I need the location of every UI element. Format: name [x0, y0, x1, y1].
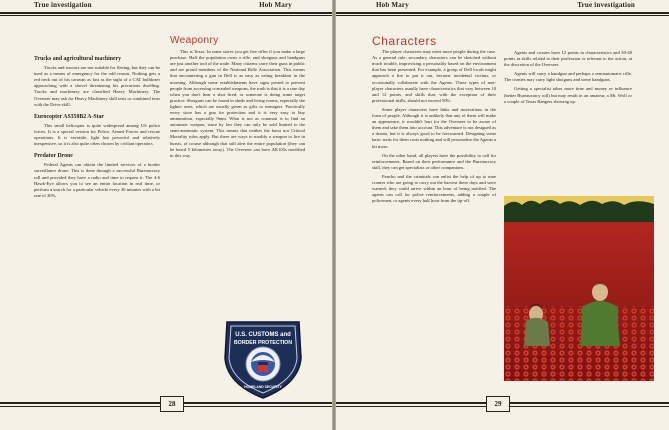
reinforcements-paragraph-3: Getting a specialist takes more time and money or influence (better Bureaucracy roll) but may result in an amateur, a Mr. Wolf or a couple of Texas Rangers showing up. — [504, 86, 632, 104]
paragraph-trucks: Trucks and tractors are not suitable for fleeing, but they can be used as a means of emergency for the odd reason. Nothing gets a red neck out of his caravan as fast as the sight of a CAT bulldozer approaching with a shovel threatening his precarious dwelling. Trucks and machinery are classified Heavy Machinery. The Overseer may ask for Heavy Machinery skill tests or combined tests with the Drive skill. — [34, 65, 160, 107]
weaponry-column — [170, 35, 305, 162]
left-page-footer — [0, 396, 332, 412]
left-page — [0, 0, 332, 430]
left-page-number: 28 — [160, 396, 184, 412]
right-page-header — [336, 0, 669, 18]
right-header-chapter: Hob Mary — [376, 1, 409, 9]
reinforcements-paragraph-2: Agents will carry a handgun and perhaps a semiautomatic rifle. The cronies may carry light shotguns and some handguns. — [504, 71, 632, 83]
right-page-footer — [336, 396, 669, 412]
customs-border-protection-badge — [221, 318, 305, 400]
characters-column — [372, 34, 496, 207]
badge-line-3: HOMELAND SECURITY — [244, 385, 282, 389]
characters-paragraph-1: The player characters may meet more people during the case. As a general rule, secondary characters can be sketched without much trouble, improvising a personality based on the environment that has been presented. For example, a group of Dell locals might approach a fire to put it out, become incidental victims, or occasionally collaborate with the Agents. These types of non-player characters usually have characteristics that vary between 10 and 12 points, and skills that, with the exception of their professional skills, should not exceed 50%. — [372, 49, 496, 103]
paragraph-weaponry: This is Texas. In some stores you get free rifles if you make a large purchase. Half the population owns a rifle, and shotguns and handguns are just another tool of the trade. Many citizens carry their guns in public and are proud members of the National Rifle Association. This means that encountering a gun in Dell is as easy as eating breakfast in the morning. Although some establishments have signs posted to prevent people from accessing concealed weapons, the truth is that it is a rare day when you don't hear a shot fired, or someone is doing some target practice. Shotguns can be found in sheds and living rooms, especially the lighter ones, which are usually given as gifts to teenagers. Practically every store has a gun for protection and it is very easy to buy ammunition, especially 9mm. What is not as common is to find an automatic weapon, since by law they can only be sold limited to the semi-automatic system. This means that neither the burst nor Critical Mortality rules apply. But there are ways to modify a weapon to fire in bursts, of course although that still alert the entire population (they can be heard 5 kilometres away). The Overseer can have AK105s modified in this way. — [170, 49, 305, 158]
reinforcements-column — [504, 50, 632, 108]
section-heading-drone: Predator Drone — [34, 153, 73, 160]
right-page-number: 29 — [486, 396, 510, 412]
right-page — [336, 0, 669, 430]
characters-paragraph-2: Some player characters have links and motivations in the form of people. Although it is unlikely that any of them will make an appearance, it wouldn't hurt for the Overseer to be aware of them and take them into account. This adventure is not designed as a drama, but it is always good to be forewarned. Designing some basic traits for them costs nothing and will personalise the Agents a bit more. — [372, 106, 496, 149]
reinforcements-paragraph-1: Agents and cronies have 12 points in characteristics and 30-40 points in skills related to their profession or relevant to the action, at the discretion of the Overseer. — [504, 50, 632, 68]
paragraph-drone: Federal Agents can obtain the limited services of a border surveillance drone. This is done through a successful Bureaucracy roll and provided they have a radio and time to request it. The 4-6 Hawk-Eye allows you to see an entire location in real time, or perform a search for a particular vehicle every 30 minutes with a hit rate of 30%. — [34, 162, 160, 198]
left-column — [34, 56, 160, 202]
characters-paragraph-4: Pancho and the criminals can enlist the help of up to nine cronies who are going to carry out the harvest these days and were warned; they could arrive within an hour of being notified. The agents can call for police reinforcements, adding a couple of policemen, or agents every half hour from the tip-off. — [372, 173, 496, 204]
characters-paragraph-3: On the other hand, all players have the possibility to call for reinforcements. Based on their performance and the Bureaucracy skill, they can get specialists or other companions. — [372, 152, 496, 170]
section-heading-trucks: Trucks and agricultural machinery — [34, 56, 122, 62]
characters-title: Characters — [372, 34, 437, 48]
right-header-title: True investigation — [577, 1, 635, 9]
paragraph-helicopter: This small helicopter is quite widespread among US police forces. It is a special version for Police, Armed Forces and rescue operations. It is versatile, light but powerful and relatively inexpensive, so it is also quite often chosen by civilian operators. — [34, 122, 160, 147]
left-page-header — [0, 0, 332, 18]
poppy-field-illustration — [504, 196, 654, 381]
weaponry-title: Weaponry — [170, 35, 219, 46]
left-header-title: True investigation — [34, 1, 92, 9]
badge-line-2: BORDER PROTECTION — [234, 340, 292, 346]
left-header-chapter: Hob Mary — [259, 1, 292, 9]
section-heading-helicopter: Eurocopter AS350B2 A-Star — [34, 113, 104, 120]
badge-line-1: U.S. CUSTOMS and — [235, 332, 291, 338]
